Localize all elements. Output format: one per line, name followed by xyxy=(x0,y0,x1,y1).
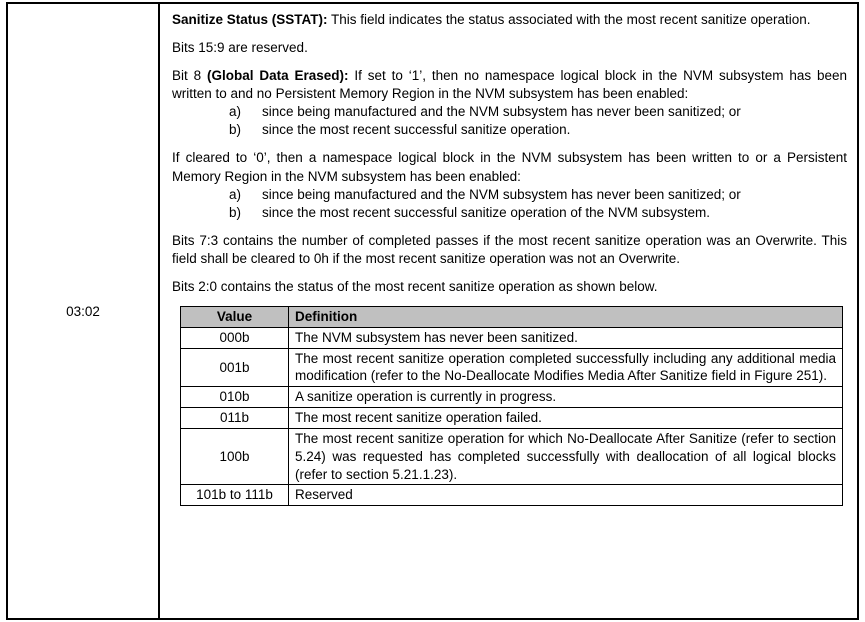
bit-8-set-list xyxy=(172,103,847,139)
list-item-marker: b) xyxy=(229,122,242,138)
table-row xyxy=(181,387,843,408)
table-row xyxy=(181,327,843,348)
list-item xyxy=(172,121,847,139)
table-row xyxy=(181,428,843,484)
description-cell xyxy=(160,4,857,618)
definition-column-header: Definition xyxy=(289,307,843,328)
bits-7-3-paragraph: Bits 7:3 contains the number of completed passes if the most recent sanitize operation was an Overwrite. This field shall be cleared to 0h if the most recent sanitize operation was not an Overwrite. xyxy=(172,232,847,266)
list-item-text: since being manufactured and the NVM subsystem has never been sanitized; or xyxy=(262,104,741,120)
list-item-marker: a) xyxy=(229,186,242,202)
definition-cell: The NVM subsystem has never been sanitized. xyxy=(289,327,843,348)
list-item xyxy=(172,103,847,121)
sstat-intro-text: This field indicates the status associated with the most recent sanitize operation. xyxy=(327,12,811,27)
value-cell: 000b xyxy=(181,327,289,348)
sanitize-status-table xyxy=(180,306,843,506)
value-column-header: Value xyxy=(181,307,289,328)
bit-8-set-text: If set to ‘1’, then no namespace logical block in the NVM subsystem has been written to and no Persistent Memory Region in the NVM subsystem has been enabled: xyxy=(172,68,847,102)
list-item xyxy=(172,186,847,204)
list-item-text: since the most recent successful sanitize operation of the NVM subsystem. xyxy=(262,204,710,220)
definition-cell: The most recent sanitize operation for which No-Deallocate After Sanitize (refer to section 5.24) was requested has completed successfully with deallocation of all logical blocks (refer to section 5.21.1.23). xyxy=(289,428,843,484)
bit-8-cleared-paragraph: If cleared to ‘0’, then a namespace logical block in the NVM subsystem has been written to or a Persistent Memory Region in the NVM subsystem has been enabled: xyxy=(172,150,847,184)
value-cell: 011b xyxy=(181,408,289,429)
value-cell: 010b xyxy=(181,387,289,408)
table-row xyxy=(181,485,843,506)
definition-cell: A sanitize operation is currently in progress. xyxy=(289,387,843,408)
bits-15-9-paragraph: Bits 15:9 are reserved. xyxy=(172,40,308,56)
byte-range-label: 03:02 xyxy=(66,303,100,319)
table-row xyxy=(181,348,843,387)
sstat-field-label: Sanitize Status (SSTAT): xyxy=(172,12,328,27)
value-cell: 001b xyxy=(181,348,289,387)
table-header-row xyxy=(181,307,843,328)
value-cell: 100b xyxy=(181,428,289,484)
figure-table-row xyxy=(6,2,859,620)
list-item-text: since the most recent successful sanitize operation. xyxy=(262,122,571,138)
list-item-text: since being manufactured and the NVM subsystem has never been sanitized; or xyxy=(262,186,741,202)
list-item-marker: b) xyxy=(229,204,242,220)
table-row xyxy=(181,408,843,429)
bytes-cell xyxy=(8,4,160,618)
global-data-erased-label: (Global Data Erased): xyxy=(207,68,349,84)
bit-8-paragraph xyxy=(172,67,847,103)
list-item xyxy=(172,204,847,222)
definition-cell: The most recent sanitize operation failed. xyxy=(289,408,843,429)
bit-8-prefix: Bit 8 xyxy=(172,68,207,84)
definition-cell: The most recent sanitize operation completed successfully including any additional media modification (refer to the No-Deallocate Modifies Media After Sanitize field in Figure 251). xyxy=(289,348,843,387)
sstat-intro-paragraph xyxy=(172,11,847,29)
definition-cell: Reserved xyxy=(289,485,843,506)
list-item-marker: a) xyxy=(229,104,242,120)
bit-8-cleared-list xyxy=(172,186,847,222)
bits-2-0-paragraph: Bits 2:0 contains the status of the most recent sanitize operation as shown below. xyxy=(172,278,658,294)
value-cell: 101b to 111b xyxy=(181,485,289,506)
